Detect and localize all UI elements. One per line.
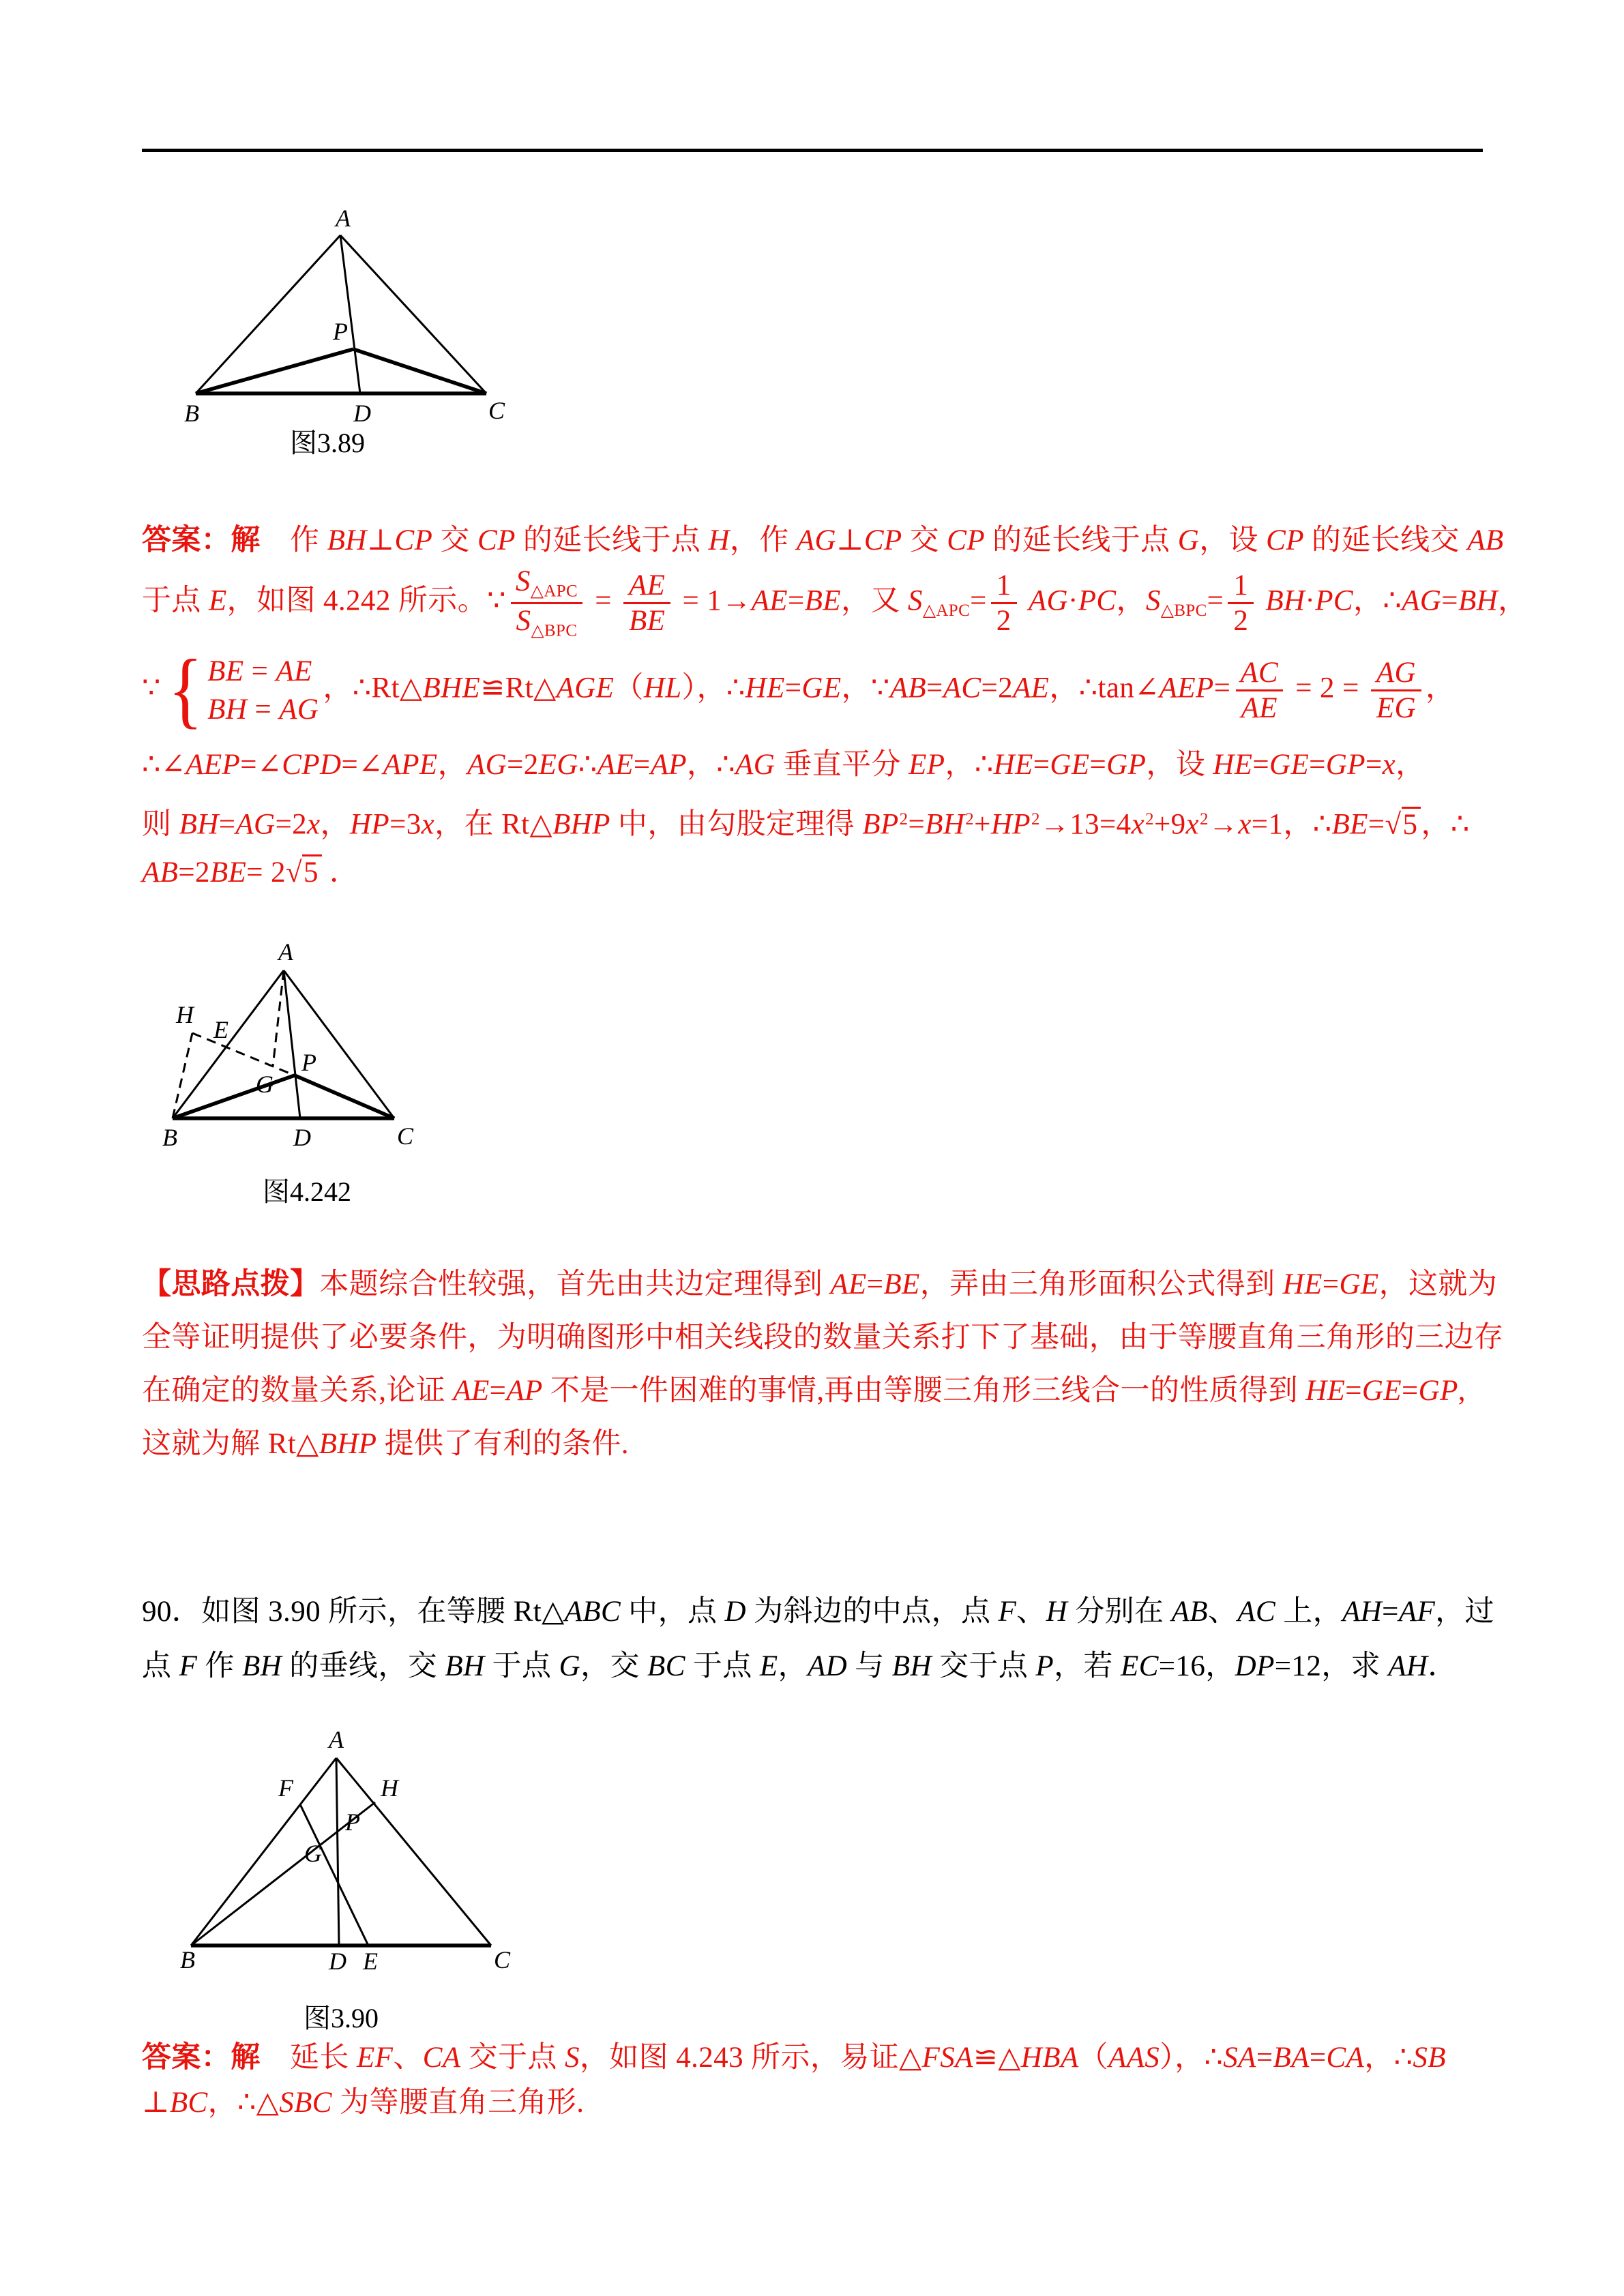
problem90-line-1: 90．如图 3.90 所示，在等腰 Rt△ABC 中，点 D 为斜边的中点，点 F、H 分别在 AB、AC 上，AH=AF，过 xyxy=(142,1596,1494,1628)
figure-4-242-caption: 图4.242 xyxy=(263,1176,351,1207)
vertex-label-a: A xyxy=(329,1726,344,1753)
vertex-label-h: H xyxy=(381,1774,398,1802)
answer1-line-4: ∴∠AEP=∠CPD=∠APE，AG=2EG∴AE=AP，∴AG 垂直平分 EP，∴HE=GE=GP，设 HE=GE=GP=x， xyxy=(142,749,1426,781)
vertex-label-a: A xyxy=(336,205,351,232)
hint-line-2: 全等证明提供了必要条件，为明确图形中相关线段的数量关系打下了基础，由于等腰直角三角形的三边存 xyxy=(142,1322,1504,1354)
figure-3-90-caption: 图3.90 xyxy=(304,2003,379,2033)
vertex-label-f: F xyxy=(278,1774,293,1802)
fraction: $\frac{AE}{BE}$ xyxy=(623,569,670,638)
hint-line-1: 【思路点拨】本题综合性较强，首先由共边定理得到 AE=BE，弄由三角形面积公式得到 HE=GE，这就为 xyxy=(142,1268,1498,1300)
vertex-label-d: D xyxy=(353,400,371,427)
vertex-label-g: G xyxy=(256,1071,274,1098)
vertex-label-b: B xyxy=(162,1124,177,1151)
fraction: $\frac{1}{2}$ xyxy=(991,569,1017,638)
answer1-line-2: 于点 E，如图 4.242 所示。∵ $\frac{S_{\triangle APC}}{S_{\triangle BPC}}$ = $\frac{AE}{BE}$ = 1→AE=BE，又 $S_{\triangle APC}=$ $\frac{1}{2}$ AG·PC，$S_{\triangle BPC}=$ $\frac{1}{2}$ BH·PC，∴AG=BH， xyxy=(142,565,1487,642)
hint-line-3: 在确定的数量关系,论证 AE=AP 不是一件困难的事情,再由等腰三角形三线合一的性质得到 HE=GE=GP, xyxy=(142,1375,1466,1407)
vertex-label-d: D xyxy=(329,1948,346,1975)
vertex-label-c: C xyxy=(494,1946,511,1973)
hint-line-4: 这就为解 Rt△BHP 提供了有利的条件. xyxy=(142,1428,629,1460)
figure-3-89-caption: 图3.89 xyxy=(290,428,365,458)
figure-4-242 xyxy=(143,938,471,1166)
vertex-label-h: H xyxy=(176,1001,194,1028)
square-root: √5 xyxy=(286,854,322,889)
figure-3-89 xyxy=(136,205,518,436)
vertex-label-e: E xyxy=(363,1948,378,1975)
vertex-label-b: B xyxy=(184,400,199,427)
vertex-label-a: A xyxy=(278,938,293,966)
vertex-label-g: G xyxy=(304,1840,322,1867)
figure-3-90 xyxy=(171,1726,512,1975)
square-root: √5 xyxy=(1385,807,1421,841)
vertex-label-p: P xyxy=(301,1049,316,1076)
fraction: $\frac{S_{\triangle APC}}{S_{\triangle BPC}}$ xyxy=(510,565,583,642)
vertex-label-c: C xyxy=(488,397,505,424)
answer1-line-3: ∵ { BE = AE BH = AG ，∴Rt△BHE≌Rt△AGE（HL），∴HE=GE，∵AB=AC=2AE，∴tan∠AEP= $\frac{AC}{AE}$ = 2 = $\frac{AG}{EG}$ ， xyxy=(142,643,1456,737)
system-of-equations: { BE = AE BH = AG xyxy=(168,643,319,737)
answer1-line-6: AB=2BE= 2√5 ． xyxy=(142,854,1487,892)
answer2-line-1: 答案：解 延长 EF、CA 交于点 S，如图 4.243 所示，易证△FSA≌△HBA（AAS），∴SA=BA=CA，∴SB xyxy=(142,2042,1446,2074)
fraction: $\frac{AG}{EG}$ xyxy=(1371,656,1421,725)
problem90-line-2: 点 F 作 BH 的垂线，交 BH 于点 G，交 BC 于点 E，AD 与 BH 交于点 P，若 EC=16，DP=12，求 AH． xyxy=(142,1650,1458,1682)
answer1-line-5: 则 BH=AG=2x，HP=3x，在 Rt△BHP 中，由勾股定理得 $BP^2=BH^2+HP^2\to 13=4x^2+9x^2\to x=1$，∴BE=√5 ，∴ xyxy=(142,801,1487,844)
vertex-label-d: D xyxy=(293,1124,311,1151)
vertex-label-p: P xyxy=(333,318,348,345)
vertex-label-p: P xyxy=(345,1808,360,1836)
fraction: $\frac{AC}{AE}$ xyxy=(1235,656,1284,725)
fraction: $\frac{1}{2}$ xyxy=(1228,569,1254,638)
answer1-line-1: 答案：解 作 BH⊥CP 交 CP 的延长线于点 H，作 AG⊥CP 交 CP 的延长线于点 G，设 CP 的延长线交 AB xyxy=(142,524,1504,556)
vertex-label-c: C xyxy=(397,1122,414,1150)
vertex-label-e: E xyxy=(213,1016,228,1043)
top-rule-divider xyxy=(142,149,1483,152)
vertex-label-b: B xyxy=(180,1946,195,1973)
answer2-line-2: ⊥BC，∴△SBC 为等腰直角三角形. xyxy=(142,2087,585,2119)
